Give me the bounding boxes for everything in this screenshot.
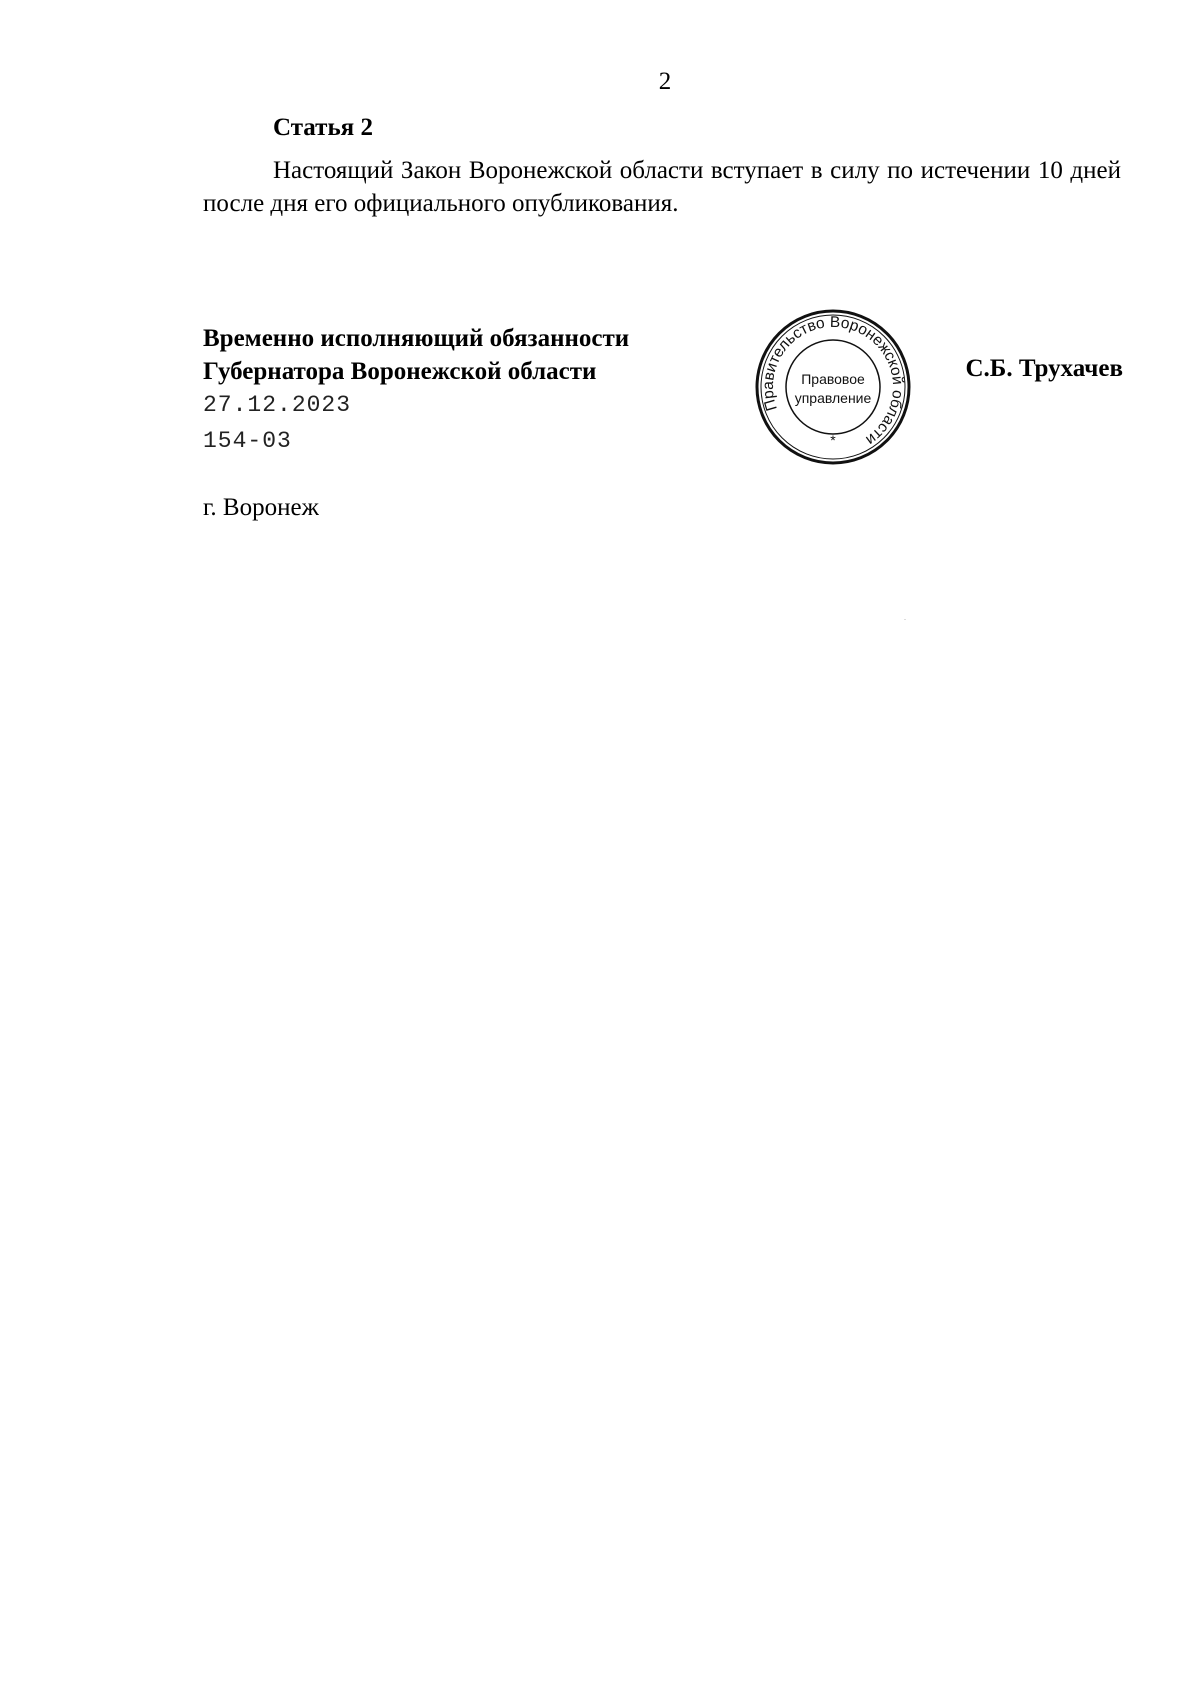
- seal-star: *: [830, 432, 836, 448]
- signatory-title-line-1: Временно исполняющий обязанности: [203, 325, 630, 352]
- page-number: 2: [658, 68, 672, 95]
- article-heading: Статья 2: [273, 114, 373, 141]
- article-text: Настоящий Закон Воронежской области вступает в силу по истечении 10 дней после дня его официального опубликования.: [203, 157, 1121, 217]
- seal-inner-ring: [786, 340, 880, 434]
- signatory-title: [203, 322, 629, 388]
- official-seal: [753, 307, 913, 467]
- scan-speck: [904, 619, 906, 620]
- document-date: 27.12.2023: [203, 392, 352, 418]
- signatory-name: С.Б. Трухачев: [965, 355, 1123, 382]
- signatory-title-line-2: Губернатора Воронежской области: [203, 358, 597, 385]
- seal-ring-text: Правительство Воронежской области: [759, 313, 907, 449]
- seal-center-line-1: Правовое: [801, 371, 865, 387]
- document-city: г. Воронеж: [203, 494, 319, 521]
- document-number: 154-03: [203, 428, 292, 454]
- seal-center-line-2: управление: [794, 390, 872, 406]
